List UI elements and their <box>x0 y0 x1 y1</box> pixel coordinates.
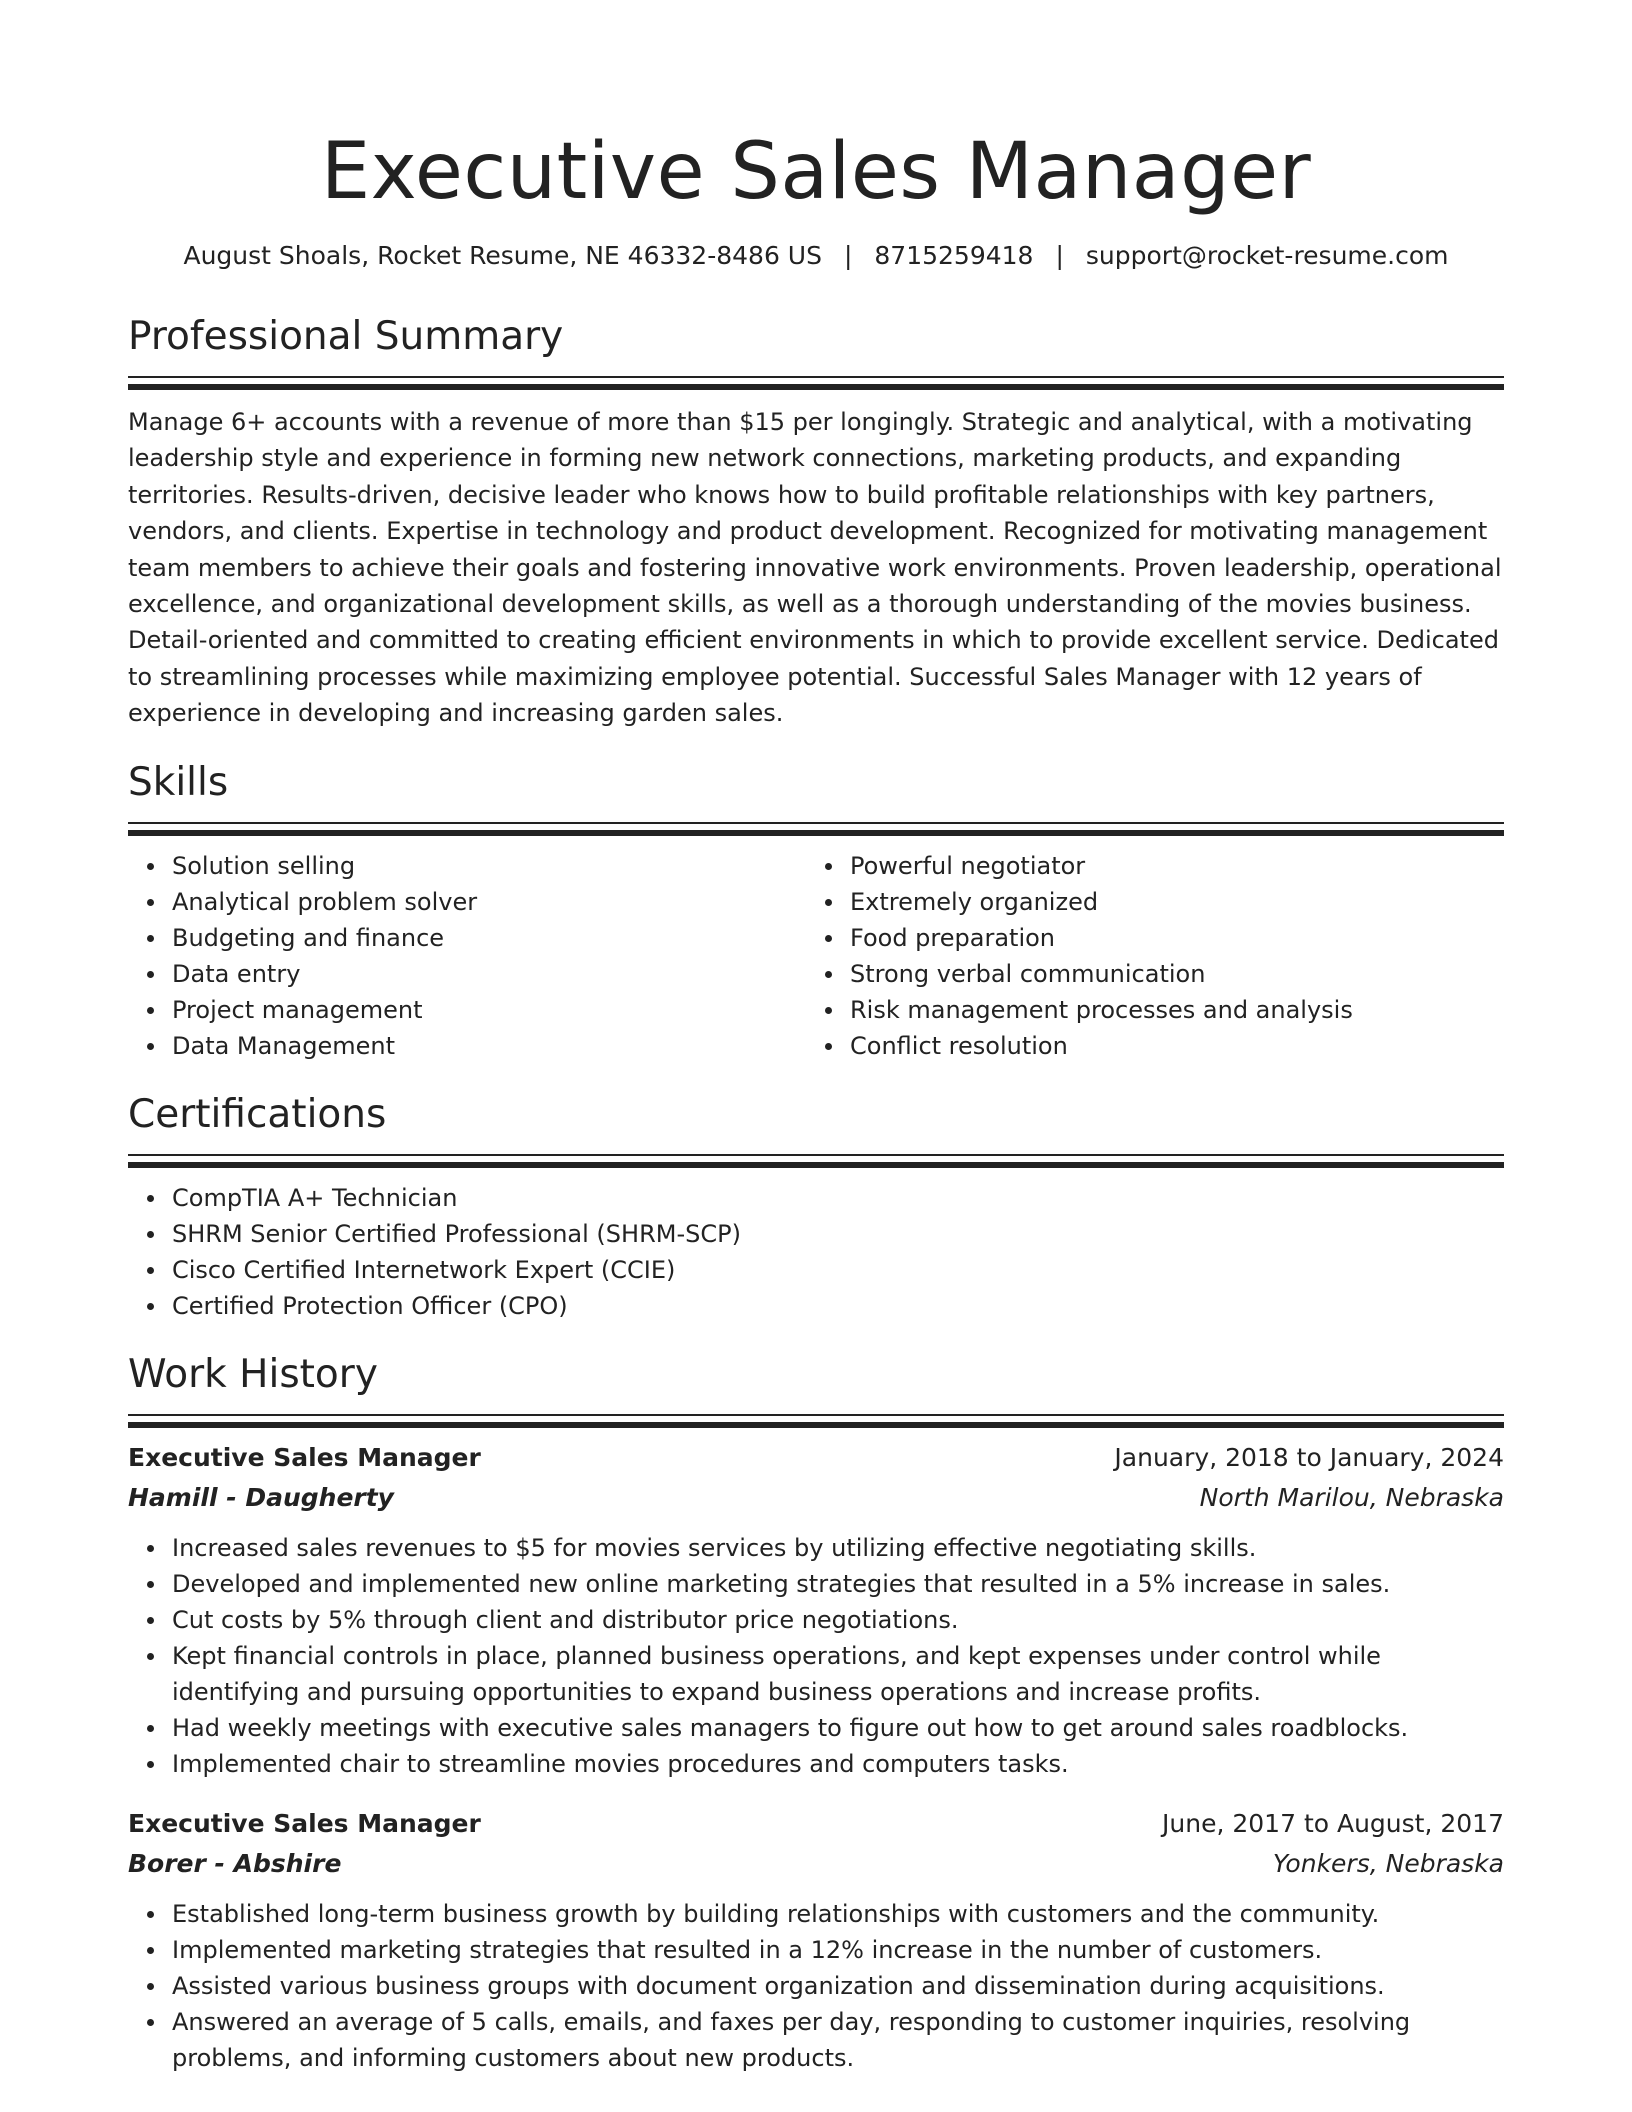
job-company: Hamill - Daugherty <box>128 1482 394 1512</box>
skills-grid <box>128 848 1504 1064</box>
resume-page <box>128 0 1504 2076</box>
job-bullet: Implemented chair to streamline movies procedures and computers tasks. <box>172 1746 1504 1782</box>
certification-item: Cisco Certified Internetwork Expert (CCIE) <box>172 1252 1504 1288</box>
certification-item: SHRM Senior Certified Professional (SHRM-SCP) <box>172 1216 1504 1252</box>
job-entry <box>128 1804 1504 2076</box>
job-bullet: Cut costs by 5% through client and distributor price negotiations. <box>172 1602 1504 1638</box>
skill-item: Food preparation <box>850 920 1484 956</box>
section-divider <box>128 1154 1504 1168</box>
contact-separator: | <box>1055 241 1064 270</box>
job-bullet: Increased sales revenues to $5 for movies services by utilizing effective negotiating skills. <box>172 1530 1504 1566</box>
job-bullet: Had weekly meetings with executive sales managers to figure out how to get around sales roadblocks. <box>172 1710 1504 1746</box>
job-header-row <box>128 1804 1504 1844</box>
skill-item: Risk management processes and analysis <box>850 992 1484 1028</box>
job-company-row <box>128 1844 1504 1884</box>
job-header-row <box>128 1438 1504 1478</box>
job-entry <box>128 1438 1504 1782</box>
summary-heading: Professional Summary <box>128 314 564 359</box>
contact-separator: | <box>843 241 853 270</box>
job-bullet: Kept financial controls in place, planned business operations, and kept expenses under control while identifying and pursuing opportunities to expand business operations and increase profits. <box>172 1638 1504 1710</box>
section-divider <box>128 376 1504 390</box>
skills-column-left <box>128 848 806 1064</box>
skill-item: Data Management <box>172 1028 806 1064</box>
summary-text: Manage 6+ accounts with a revenue of more than $15 per longingly. Strategic and analytical, with a motivating leadership style and experience in forming new network connections, marketing products, and expanding territories. Results-driven, decisive leader who knows how to build profitable relationships with key partners, vendors, and clients. Expertise in technology and product development. Recognized for motivating management team members to achieve their goals and fostering innovative work environments. Proven leadership, operational excellence, and organizational development skills, as well as a thorough understanding of the movies business. Detail-oriented and committed to creating efficient environments in which to provide excellent service. Dedicated to streamlining processes while maximizing employee potential. Successful Sales Manager with 12 years of experience in developing and increasing garden sales. <box>128 408 1502 728</box>
skills-column-right <box>806 848 1484 1064</box>
job-bullet: Implemented marketing strategies that resulted in a 12% increase in the number of customers. <box>172 1932 1504 1968</box>
job-title: Executive Sales Manager <box>128 1442 481 1472</box>
certifications-list <box>128 1180 1504 1324</box>
job-bullet: Developed and implemented new online marketing strategies that resulted in a 5% increase in sales. <box>172 1566 1504 1602</box>
skill-item: Solution selling <box>172 848 806 884</box>
job-company-row <box>128 1478 1504 1518</box>
contact-address: August Shoals, Rocket Resume, NE 46332-8486 US <box>183 241 822 270</box>
skill-item: Analytical problem solver <box>172 884 806 920</box>
job-dates: January, 2018 to January, 2024 <box>1114 1442 1504 1472</box>
skill-item: Data entry <box>172 956 806 992</box>
contact-email: support@rocket-resume.com <box>1085 241 1449 270</box>
section-divider <box>128 1414 1504 1428</box>
work-history-section <box>128 1352 1504 2076</box>
certification-item: CompTIA A+ Technician <box>172 1180 1504 1216</box>
contact-line <box>128 240 1504 272</box>
skill-item: Budgeting and finance <box>172 920 806 956</box>
skill-item: Extremely organized <box>850 884 1484 920</box>
resume-title: Executive Sales Manager <box>320 127 1312 217</box>
contact-phone: 8715259418 <box>874 241 1034 270</box>
skill-item: Conflict resolution <box>850 1028 1484 1064</box>
job-bullets <box>128 1530 1504 1782</box>
certifications-heading: Certifications <box>128 1091 387 1137</box>
job-title: Executive Sales Manager <box>128 1808 481 1838</box>
job-company: Borer - Abshire <box>128 1848 342 1878</box>
skill-item: Powerful negotiator <box>850 848 1484 884</box>
job-location: North Marilou, Nebraska <box>1199 1482 1504 1512</box>
job-bullet: Answered an average of 5 calls, emails, and faxes per day, responding to customer inquiries, resolving problems, and informing customers about new products. <box>172 2004 1504 2076</box>
skill-item: Project management <box>172 992 806 1028</box>
job-dates: June, 2017 to August, 2017 <box>1162 1808 1504 1838</box>
skills-heading: Skills <box>128 759 229 805</box>
job-bullets <box>128 1896 1504 2076</box>
job-bullet: Established long-term business growth by building relationships with customers and the community. <box>172 1896 1504 1932</box>
job-bullet: Assisted various business groups with document organization and dissemination during acquisitions. <box>172 1968 1504 2004</box>
job-location: Yonkers, Nebraska <box>1272 1848 1504 1878</box>
certification-item: Certified Protection Officer (CPO) <box>172 1288 1504 1324</box>
summary-section <box>128 314 1504 732</box>
work-history-heading: Work History <box>128 1351 378 1397</box>
skill-item: Strong verbal communication <box>850 956 1484 992</box>
skills-section <box>128 760 1504 1064</box>
certifications-section <box>128 1092 1504 1324</box>
section-divider <box>128 822 1504 836</box>
